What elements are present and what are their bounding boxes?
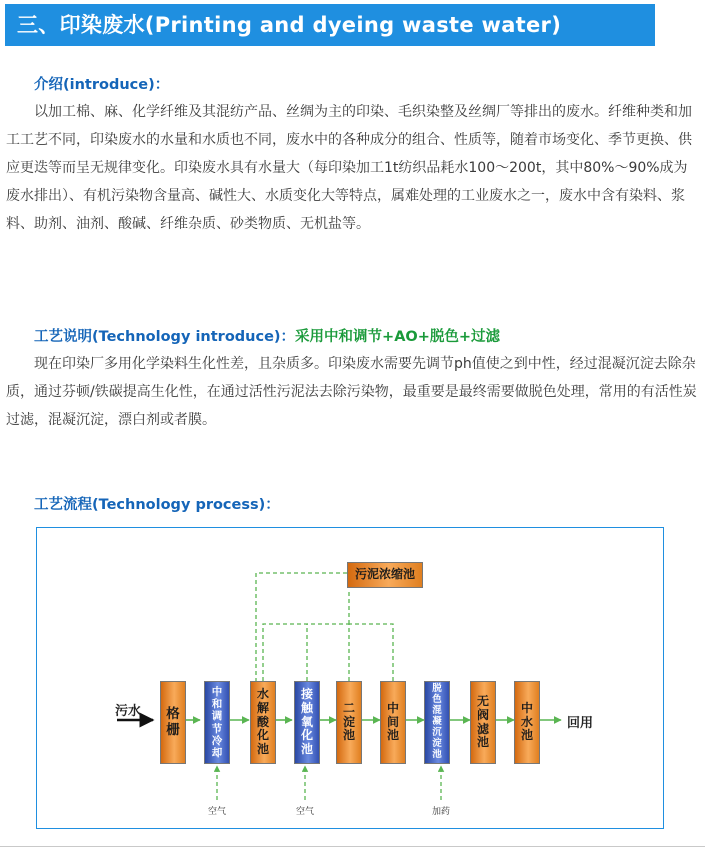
introduce-text: 以加工棉、麻、化学纤维及其混纺产品、丝绸为主的印染、毛织染整及丝绸厂等排出的废水。纤维种类和加工工艺不同，印染废水的水量和水质也不同，废水中的各种成分的组合、性质等，随着市场变化、季节更换、供应更迭等而呈无规律变化。印染废水具有水量大（每印染加工1t纺织品耗水100～200t，其中80%～90%成为废水排出）、有机污染物含量高、碱性大、水质变化大等特点，属难处理的工业废水之一，废水中含有染料、浆料、助剂、油剂、酸碱、纤维杂质、砂类物质、无机盐等。 — [6, 104, 692, 232]
input-lines — [217, 766, 441, 800]
sludge-thickener-box — [347, 562, 423, 588]
unit-hydrolysis-label: 水 解 酸 化 池 — [256, 687, 269, 757]
section-title-bar: 三、印染废水(Printing and dyeing waste water) — [5, 4, 655, 46]
unit-contact-oxidation-box — [294, 681, 320, 764]
sludge-return-lines — [256, 573, 393, 681]
introduce-heading: 介绍(introduce)： — [34, 77, 170, 93]
sludge-thickener-label: 污泥浓缩池 — [354, 567, 415, 582]
unit-neutralize-label: 中 和 调 节 冷 却 — [211, 686, 223, 759]
unit-decolor-coagulation-label: 脱 色 混 凝 沉 淀 池 — [432, 683, 442, 760]
unit-decolor-coagulation-box — [424, 681, 450, 764]
page-bottom-divider — [0, 846, 705, 847]
air-input-label-1: 空气 — [208, 807, 227, 817]
inlet-label: 污水 — [115, 704, 142, 719]
unit-reclaimed-water-box — [514, 681, 540, 764]
unit-neutralize-box — [204, 681, 230, 764]
technology-process-heading: 工艺流程(Technology process)： — [34, 497, 280, 513]
unit-screen-label: 格 栅 — [166, 705, 180, 738]
air-input-label-2: 空气 — [296, 807, 315, 817]
technology-intro-heading-text: 工艺说明(Technology introduce)： — [34, 329, 296, 345]
process-flow-diagram — [36, 527, 664, 829]
unit-valveless-filter-label: 无 阀 滤 池 — [476, 693, 489, 750]
technology-intro-text: 现在印染厂多用化学染料生化性差，且杂质多。印染废水需要先调节ph值使之到中性，经过混凝沉淀去除杂质，通过芬顿/铁碳提高生化性，在通过活性污泥法去除污染物，最重要是最终需要做脱色处理，常用的有活性炭过滤，混凝沉淀，漂白剂或者膜。 — [6, 356, 697, 428]
unit-reclaimed-water-label: 中 水 池 — [520, 700, 533, 743]
unit-contact-oxidation-label: 接 触 氧 化 池 — [300, 687, 313, 757]
unit-secondary-clarifier-box — [336, 681, 362, 764]
unit-secondary-clarifier-label: 二 淀 池 — [342, 700, 355, 743]
technology-intro-heading — [34, 325, 500, 346]
unit-screen-box — [160, 681, 186, 764]
technology-intro-highlight: 采用中和调节+AO+脱色+过滤 — [295, 329, 501, 345]
unit-hydrolysis-box — [250, 681, 276, 764]
unit-intermediate-tank-box — [380, 681, 406, 764]
unit-valveless-filter-box — [470, 681, 496, 764]
unit-intermediate-tank-label: 中 间 池 — [386, 700, 399, 743]
dosing-input-label: 加药 — [432, 807, 451, 817]
outlet-label: 回用 — [567, 716, 594, 731]
